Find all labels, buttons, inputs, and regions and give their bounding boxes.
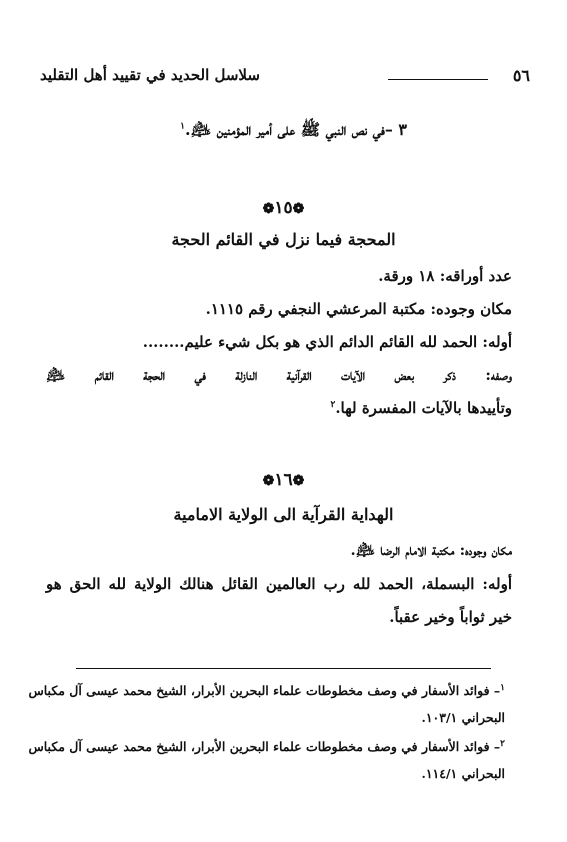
item-3-text: ٣ –في نص النبي ﷺ على أمير المؤمنين ﵇. (185, 120, 407, 139)
entry-15-number (40, 198, 527, 218)
footnote-1-text: – فوائد الأسفار في وصف مخطوطات علماء البحرين الأبرار، الشيخ محمد عيسى آل مكباس (28, 683, 501, 698)
footnote-separator (76, 668, 491, 669)
footnote-2-text: – فوائد الأسفار في وصف مخطوطات علماء البحرين الأبرار، الشيخ محمد عيسى آل مكباس (28, 739, 501, 754)
footnote-1-line-2: البحراني ١٠٣/١. (421, 710, 505, 725)
footnote-1-marker: ١ (500, 682, 505, 693)
entry-15-location: مكان وجوده: مكتبة المرعشي النجفي رقم ١١١٥. (205, 300, 512, 318)
entry-15-incipit: أوله: الحمد لله القائم الدائم الذي هو بكل شيء عليم........ (142, 333, 512, 351)
entry-15-description-line-1: وصفه: ذكر بعض الآيات القرآنية النازلة في الحجة القائم ﵇ (46, 366, 512, 384)
entry-16-number (40, 470, 527, 490)
page-number: ٥٦ (512, 66, 530, 85)
entry-16-number-text: ١٦ (274, 470, 293, 490)
ornament-icon: ❁ (262, 201, 275, 217)
footnote-2-line-1 (28, 738, 505, 754)
page-header (40, 66, 530, 92)
ornament-icon: ❁ (292, 473, 305, 489)
item-3-line (180, 120, 407, 143)
entry-16-location: مكان وجوده: مكتبة الامام الرضا ﵇. (350, 541, 512, 559)
footnote-1-line-1 (28, 682, 505, 698)
footnote-ref-1: ١ (180, 121, 185, 132)
entry-15-description-text: وتأييدها بالآيات المفسرة لها. (335, 399, 512, 417)
entry-16-incipit-line-2: خير ثواباً وخير عقباً. (389, 608, 512, 626)
entry-16-title: الهداية القرآية الى الولاية الامامية (173, 505, 394, 524)
ornament-icon: ❁ (262, 473, 275, 489)
running-title: سلاسل الحديد في تقييد أهل التقليد (40, 66, 260, 84)
entry-15-description-line-2 (330, 399, 512, 417)
entry-15-title: المحجة فيما نزل في القائم الحجة (171, 230, 396, 249)
entry-16-incipit-line-1: أوله: البسملة، الحمد لله رب العالمين القائل هنالك الولاية لله الحق هو (46, 575, 512, 593)
footnote-ref-2: ٢ (330, 400, 336, 410)
entry-15-number-text: ١٥ (274, 198, 293, 218)
header-rule (388, 79, 488, 80)
footnote-2-marker: ٢ (500, 738, 505, 749)
entry-15-folios: عدد أوراقه: ١٨ ورقة. (378, 267, 512, 285)
footnote-2-line-2: البحراني ١١٤/١. (421, 766, 505, 781)
ornament-icon: ❁ (292, 201, 305, 217)
